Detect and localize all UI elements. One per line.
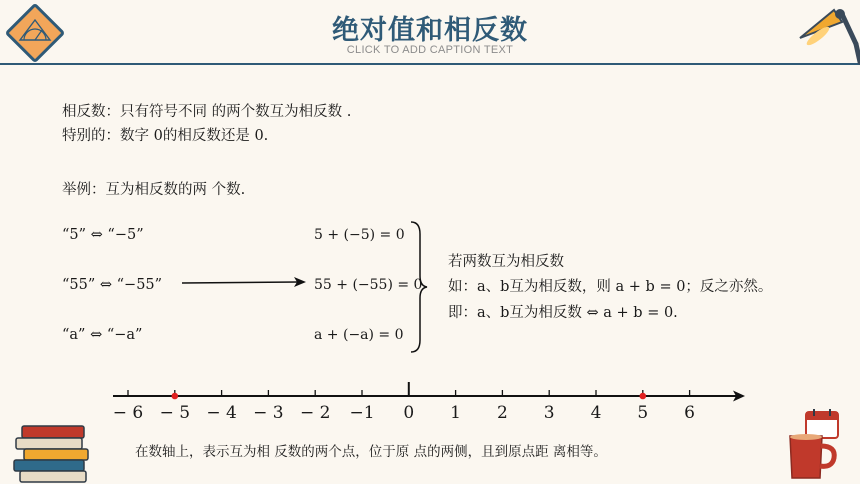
summary-line-1: 若两数互为相反数 <box>448 254 564 270</box>
example-pair-5: “5” ⇔ “−5” <box>62 227 144 243</box>
number-line-tick-label: − 3 <box>253 403 284 423</box>
books-icon <box>10 420 100 484</box>
page-subtitle[interactable]: CLICK TO ADD CAPTION TEXT <box>346 44 514 56</box>
highlighted-point <box>172 393 179 400</box>
number-line-tick-label: −1 <box>349 403 375 423</box>
example-pair-a: “a” ⇔ “−a” <box>62 327 143 343</box>
example-equation-55: 55 + (−55) = 0 <box>314 277 423 293</box>
highlighted-point <box>640 393 647 400</box>
number-line-tick-label: − 5 <box>159 403 191 423</box>
number-line-tick-label: 0 <box>403 403 415 423</box>
protractor-icon <box>2 2 68 64</box>
desk-lamp-icon <box>790 4 860 66</box>
example-pair-55: “55” ⇔ “−55” <box>62 277 163 293</box>
number-line-tick-label: 1 <box>450 403 461 423</box>
number-line-caption: 在数轴上，表示互为相 反数的两个点，位于原 点的两侧，且到原点距 离相等。 <box>135 444 607 460</box>
special-case-line: 特别的：数字 0的相反数还是 0. <box>62 128 269 144</box>
examples-heading: 举例：互为相反数的两 个数. <box>62 182 246 198</box>
number-line-tick-label: 3 <box>543 403 555 423</box>
coffee-mug-icon <box>784 432 840 482</box>
summary-line-2: 如：a、b互为相反数，则 a + b = 0；反之亦然。 <box>448 279 773 295</box>
number-line-tick-label: − 2 <box>299 403 331 423</box>
number-line-tick-label: − 4 <box>206 403 237 423</box>
example-equation-a: a + (−a) = 0 <box>314 327 404 343</box>
number-line-tick-label: 4 <box>590 403 602 423</box>
number-line-tick-label: 2 <box>496 403 508 423</box>
number-line-tick-label: 6 <box>684 403 695 423</box>
page-title: 绝对值和相反数 <box>332 15 528 46</box>
number-line-tick-label: 5 <box>637 403 649 423</box>
example-equation-5: 5 + (−5) = 0 <box>314 227 405 243</box>
summary-line-3: 即：a、b互为相反数 ⇔ a + b = 0. <box>448 305 678 321</box>
right-arrow-icon <box>180 275 310 291</box>
definition-line: 相反数：只有符号不同 的两个数互为相反数 . <box>62 104 352 120</box>
number-line-tick-label: − 6 <box>112 403 144 423</box>
header-divider <box>0 63 860 65</box>
right-brace <box>408 220 430 354</box>
